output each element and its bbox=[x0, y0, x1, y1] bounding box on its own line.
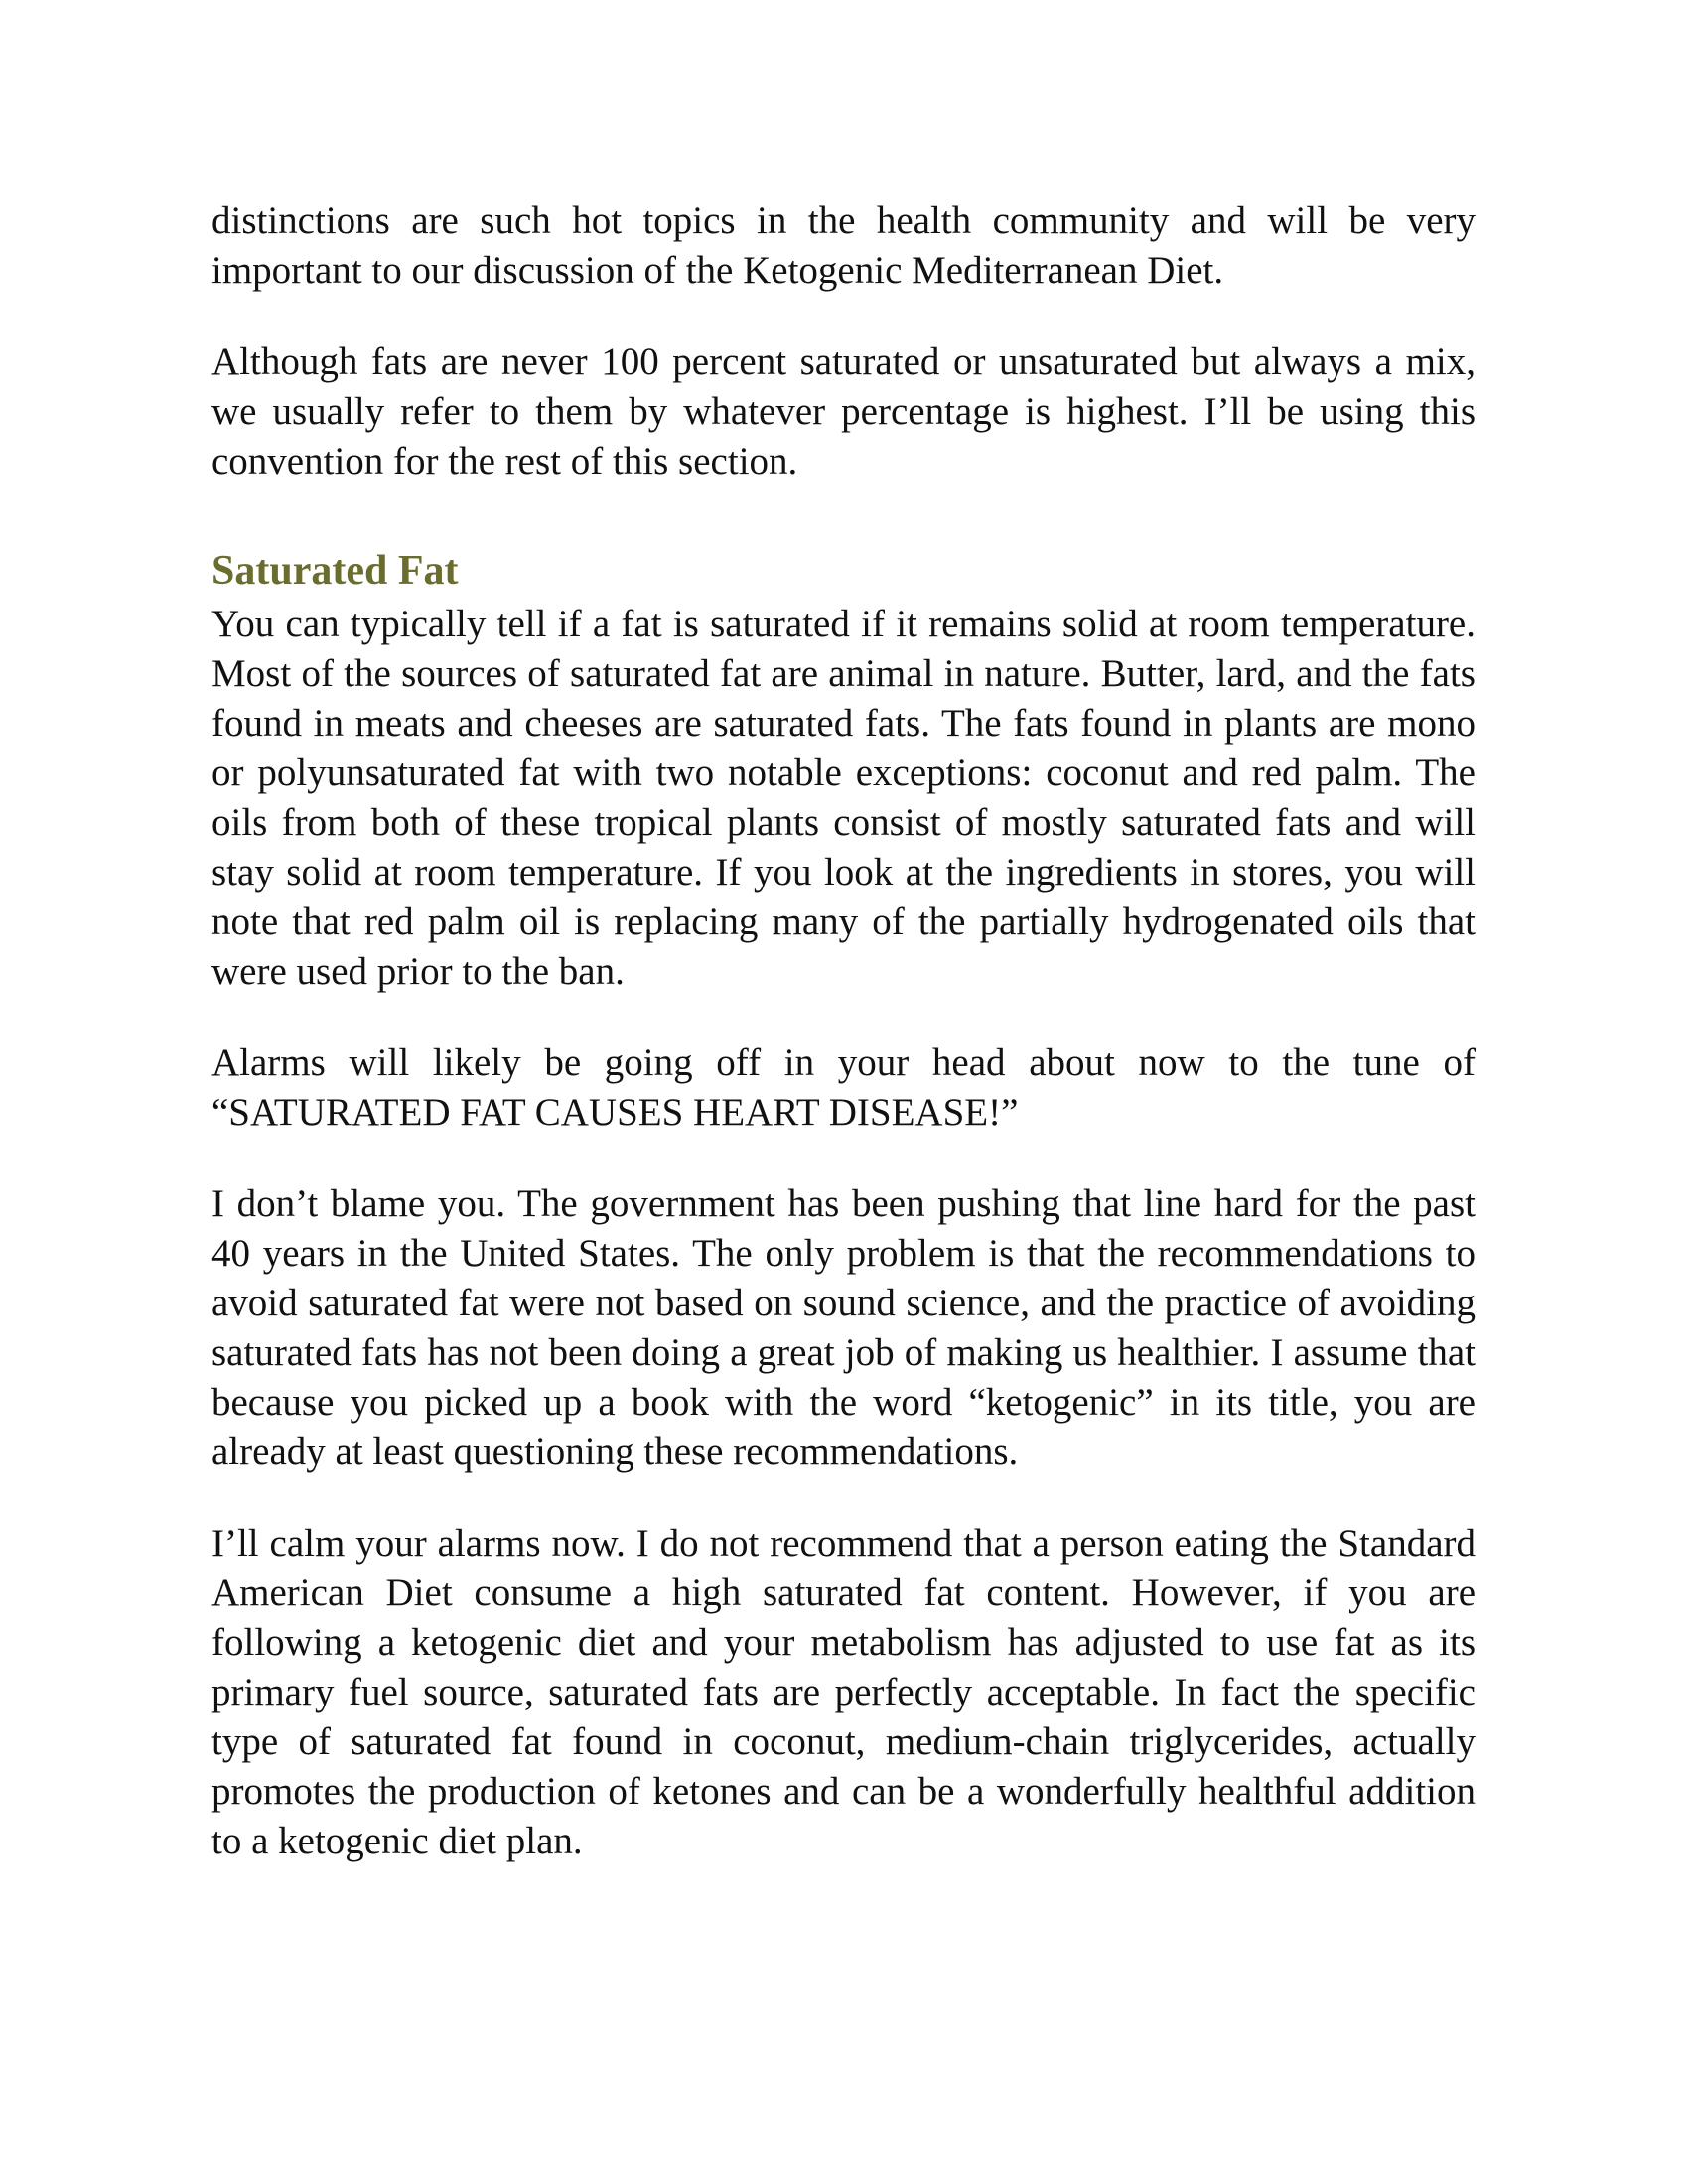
intro-paragraph-2: Although fats are never 100 percent saturated or unsaturated but always a mix, we usually refer to them by whatever percentage is highest. I’ll be using this convention for the rest of this section. bbox=[211, 341, 1476, 482]
intro-paragraph-1: distinctions are such hot topics in the health community and will be very important to our discussion of the Ketogenic Mediterranean Diet. bbox=[211, 200, 1476, 292]
section-paragraph-2: Alarms will likely be going off in your head about now to the tune of “SATURATED FAT CAUSES HEART DISEASE!” bbox=[211, 1041, 1476, 1134]
section-paragraph-3: I don’t blame you. The government has been pushing that line hard for the past 40 years in the United States. The only problem is that the recommendations to avoid saturated fat were not based on sound science, and the practice of avoiding saturated fats has not been doing a great job of making us healthier. I assume that because you picked up a book with the word “ketogenic” in its title, you are already at least questioning these recommendations. bbox=[211, 1182, 1476, 1473]
document-page bbox=[211, 197, 1476, 1908]
section-heading-saturated-fat: Saturated Fat bbox=[211, 548, 459, 594]
section-paragraph-1: You can typically tell if a fat is saturated if it remains solid at room temperature. Most of the sources of saturated fat are animal in nature. Butter, lard, and the fats found in meats and cheeses are saturated fats. The fats found in plants are mono or polyunsaturated fat with two notable exceptions: coconut and red palm. The oils from both of these tropical plants consist of mostly saturated fats and will stay solid at room temperature. If you look at the ingredients in stores, you will note that red palm oil is replacing many of the partially hydrogenated oils that were used prior to the ban. bbox=[211, 603, 1476, 993]
section-paragraph-4: I’ll calm your alarms now. I do not recommend that a person eating the Standard American Diet consume a high saturated fat content. However, if you are following a ketogenic diet and your metabolism has adjusted to use fat as its primary fuel source, saturated fats are perfectly acceptable. In fact the specific type of saturated fat found in coconut, medium-chain triglycerides, actually promotes the production of ketones and can be a wonderfully healthful addition to a ketogenic diet plan. bbox=[211, 1522, 1476, 1862]
